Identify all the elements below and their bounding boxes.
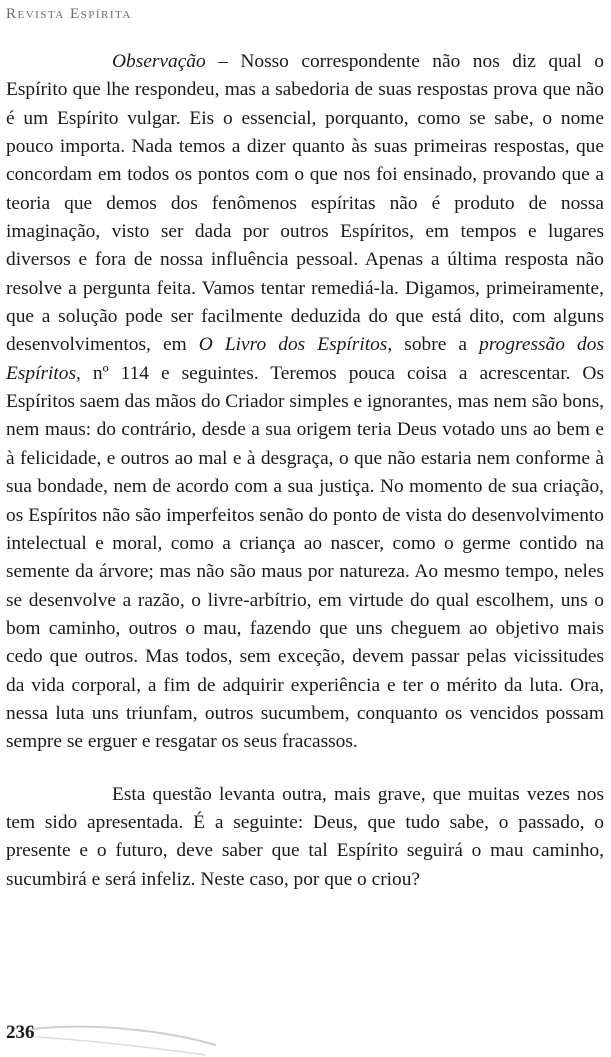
topic-title: progressão dos Espíritos — [6, 334, 604, 384]
observation-label: Observação — [112, 51, 206, 72]
paragraph-question: Esta questão levanta outra, mais grave, que muitas vezes nos tem sido apresentada. É a seguinte: Deus, que tudo sabe, o passado, o presente e o futuro, deve saber que tal Espírito seguirá o mau caminho, sucumbirá e será infeliz. Neste caso, por que o criou? — [6, 783, 604, 890]
running-head: Revista Espírita — [6, 6, 132, 22]
page-number: 236 — [6, 1022, 35, 1043]
book-title: O Livro dos Espíritos — [198, 334, 388, 356]
paragraph-text: – Nosso correspondente não nos diz qual o Espírito que lhe respondeu, mas a sabedoria de suas respostas prova que não é um Espírito vulgar. Eis o essencial, porquanto, como se sabe, o nome pouco importa. Nada temos a dizer quanto às suas primeiras respostas, que concordam em todos os pontos com o que nos foi ensinado, provando que a teoria que demos dos fenômenos espíritas não é produto de nossa imaginação, visto ser dada por outros Espíritos, em tempos e lugares diversos e fora de nossa influência pessoal. Apenas a última resposta não resolve a pergunta feita. Vamos tentar remediá-la. Digamos, primeiramente, que a solução pode ser facilmente deduzida do que está dito, com alguns desenvolvimentos, em — [6, 51, 604, 356]
page-ornament-swoosh — [30, 1015, 220, 1057]
paragraph-text: , sobre a — [387, 334, 480, 356]
page-body — [6, 48, 604, 894]
paragraph-text: , nº 114 e seguintes. Teremos pouca coisa a acrescentar. Os Espíritos saem das mãos do Criador simples e ignorantes, mas nem são bons, nem maus: do contrário, desde a sua origem teria Deus votado uns ao bem e à felicidade, e outros ao mal e à desgraça, o que não estaria nem conforme à sua bondade, nem de acordo com a sua justiça. No momento de sua criação, os Espíritos não são imperfeitos senão do ponto de vista do desenvolvimento intelectual e moral, como a criança ao nascer, como o germe contido na semente da árvore; mas não são maus por natureza. Ao mesmo tempo, neles se desenvolve a razão, o livre-arbítrio, em virtude do qual escolhem, uns o bom caminho, outros o mau, fazendo que uns cheguem ao objetivo mais cedo que outros. Mas todos, sem exceção, devem passar pelas vicissitudes da vida corporal, a fim de adquirir experiência e ter o mérito da luta. Ora, nessa luta uns triunfam, outros sucumbem, conquanto os vencidos possam sempre se erguer e resgatar os seus fracassos. — [6, 362, 604, 753]
paragraph-observation — [6, 48, 604, 757]
